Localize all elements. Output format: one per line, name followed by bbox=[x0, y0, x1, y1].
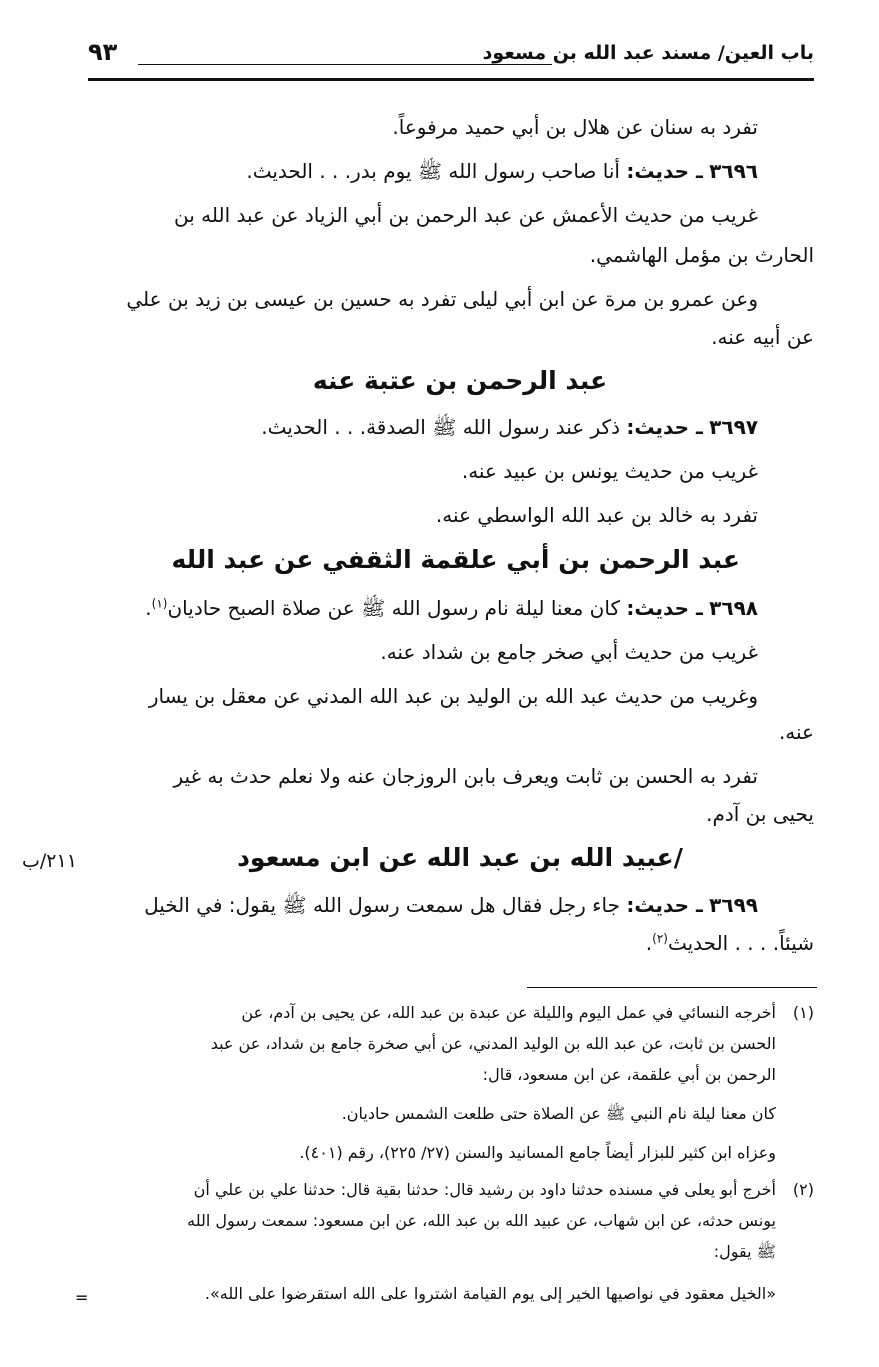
hadith-label: ـ حديث: bbox=[626, 893, 703, 917]
hadith-text: أنا صاحب رسول الله ﷺ يوم بدر. . . الحديث. bbox=[246, 159, 620, 183]
punctuation: . bbox=[145, 596, 152, 620]
hadith-number: ٣٦٩٨ bbox=[709, 596, 758, 620]
text-line: تفرد به الحسن بن ثابت ويعرف بابن الروزجان عنه ولا نعلم حدث به غير bbox=[173, 764, 758, 788]
hadith-label: ـ حديث: bbox=[626, 415, 703, 439]
footnote-marker: (٢) bbox=[792, 1180, 814, 1199]
hadith-number: ٣٦٩٦ bbox=[709, 159, 758, 183]
hadith-text: ذكر عند رسول الله ﷺ الصدقة. . . الحديث. bbox=[261, 415, 620, 439]
section-heading: عبد الرحمن بن أبي علقمة الثقفي عن عبد الله bbox=[171, 545, 740, 574]
hadith-number: ٣٦٩٩ bbox=[709, 893, 758, 917]
page-number: ٩٣ bbox=[88, 38, 118, 66]
text-line: وعن عمرو بن مرة عن ابن أبي ليلى تفرد به حسين بن عيسى بن زيد بن علي bbox=[126, 287, 758, 311]
footnote-line: وعزاه ابن كثير للبزار أيضاً جامع المسانيد والسنن (٢٧/ ٢٢٥)، رقم (٤٠١). bbox=[299, 1143, 776, 1162]
text-line: الحارث بن مؤمل الهاشمي. bbox=[589, 243, 814, 267]
text-span: شيئاً. . . . الحديث bbox=[667, 931, 814, 955]
hadith-text: جاء رجل فقال هل سمعت رسول الله ﷺ يقول: في الخيل bbox=[144, 893, 620, 917]
text-line: تفرد به سنان عن هلال بن أبي حميد مرفوعاً. bbox=[392, 115, 758, 139]
footnote-line: أخرجه النسائي في عمل اليوم والليلة عن عبدة بن عبد الله، عن يحيى بن آدم، عن bbox=[241, 1003, 776, 1022]
footnote-line: «الخيل معقود في نواصيها الخير إلى يوم القيامة اشتروا على الله استقرضوا على الله». bbox=[204, 1284, 776, 1303]
hadith-number: ٣٦٩٧ bbox=[709, 415, 758, 439]
text-line: عن أبيه عنه. bbox=[711, 325, 814, 349]
footnote-marker: (١) bbox=[792, 1003, 814, 1022]
punctuation: . bbox=[645, 931, 653, 955]
footnote-line: الرحمن بن أبي علقمة، عن ابن مسعود، قال: bbox=[482, 1065, 776, 1084]
text-line: غريب من حديث يونس بن عبيد عنه. bbox=[461, 459, 758, 483]
continuation-marker: = bbox=[75, 1288, 89, 1307]
text-line: غريب من حديث الأعمش عن عبد الرحمن بن أبي الزياد عن عبد الله بن bbox=[173, 203, 758, 227]
footnotes bbox=[86, 0, 814, 1367]
footnote-line: يونس حدثه، عن ابن شهاب، عن عبيد الله بن عبد الله، عن ابن مسعود: سمعت رسول الله bbox=[187, 1211, 776, 1230]
footnote-ref[interactable]: (٢) bbox=[652, 931, 668, 946]
hadith-text: كان معنا ليلة نام رسول الله ﷺ عن صلاة الصبح حاديان bbox=[167, 596, 620, 620]
header-title: باب العين/ مسند عبد الله بن مسعود bbox=[482, 42, 814, 64]
text-line: عنه. bbox=[778, 720, 814, 744]
section-heading: /عبيد الله بن عبد الله عن ابن مسعود bbox=[237, 843, 683, 872]
text-line: يحيى بن آدم. bbox=[706, 802, 814, 826]
hadith-label: ـ حديث: bbox=[626, 159, 703, 183]
hadith-label: ـ حديث: bbox=[626, 596, 703, 620]
footnote-ref[interactable]: (١) bbox=[151, 596, 168, 611]
section-heading: عبد الرحمن بن عتبة عنه bbox=[312, 366, 608, 395]
text-line: غريب من حديث أبي صخر جامع بن شداد عنه. bbox=[380, 640, 758, 664]
text-line: تفرد به خالد بن عبد الله الواسطي عنه. bbox=[435, 503, 758, 527]
footnote-line: ﷺ يقول: bbox=[713, 1242, 776, 1261]
footnote-line: أخرج أبو يعلى في مسنده حدثنا داود بن رشيد قال: حدثنا بقية قال: حدثنا علي بن علي أن bbox=[193, 1180, 776, 1199]
footnote-line: كان معنا ليلة نام النبي ﷺ عن الصلاة حتى طلعت الشمس حاديان. bbox=[341, 1104, 776, 1123]
text-line: وغريب من حديث عبد الله بن الوليد بن عبد الله المدني عن معقل بن يسار bbox=[148, 684, 758, 708]
margin-folio-note: ٢١١/ب bbox=[22, 850, 77, 872]
footnote-line: الحسن بن ثابت، عن عبد الله بن الوليد المدني، عن أبي صخرة جامع بن شداد، عن عبد bbox=[210, 1034, 776, 1053]
